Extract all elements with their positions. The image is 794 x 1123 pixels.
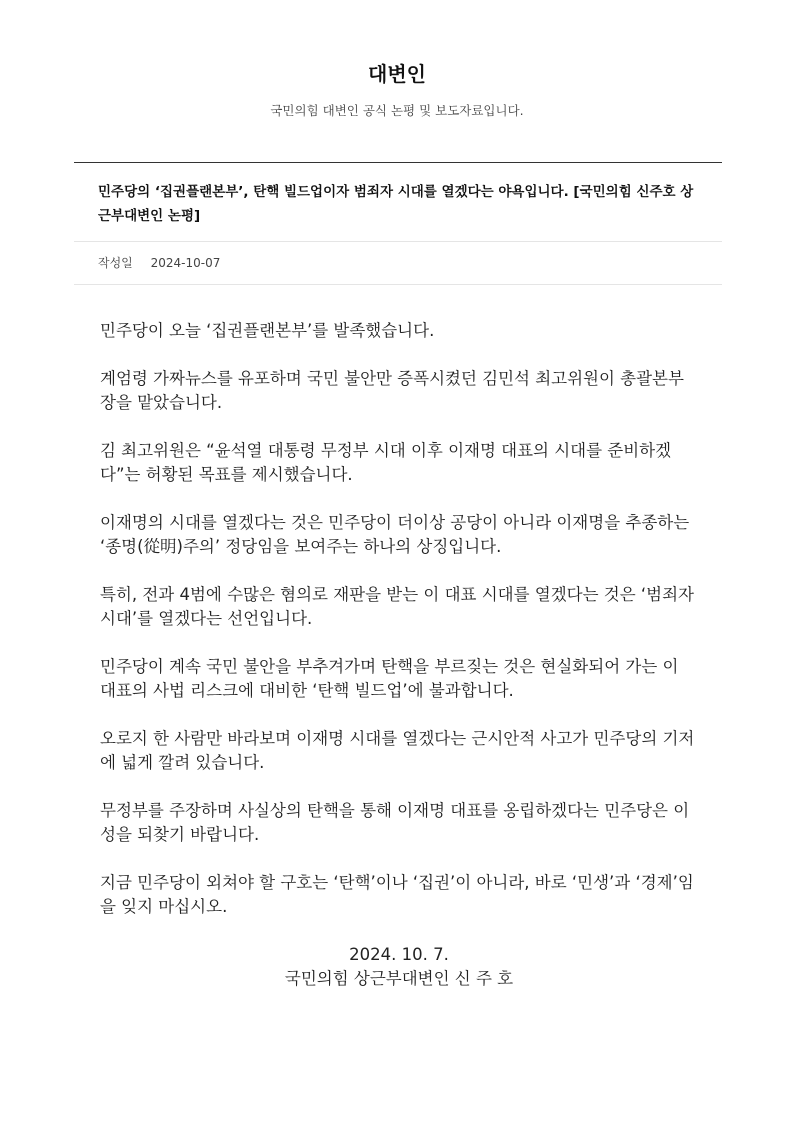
article-meta <box>74 242 722 285</box>
signature-block <box>100 943 698 991</box>
page-subtitle: 국민의힘 대변인 공식 논평 및 보도자료입니다. <box>270 103 524 118</box>
body-paragraph: 민주당이 계속 국민 불안을 부추겨가며 탄핵을 부르짖는 것은 현실화되어 가는 이 대표의 사법 리스크에 대비한 ‘탄핵 빌드업’에 불과합니다. <box>100 657 679 700</box>
body-paragraph: 민주당이 오늘 ‘집권플랜본부’를 발족했습니다. <box>100 321 435 340</box>
date-label: 작성일 <box>98 256 133 270</box>
signature-date: 2024. 10. 7. <box>349 945 449 964</box>
article-body <box>74 285 722 991</box>
body-paragraph: 이재명의 시대를 열겠다는 것은 민주당이 더이상 공당이 아니라 이재명을 추종하는 ‘종명(從明)주의’ 정당임을 보여주는 하나의 상징입니다. <box>100 513 690 556</box>
publish-date: 2024-10-07 <box>150 256 221 270</box>
body-paragraph: 무정부를 주장하며 사실상의 탄핵을 통해 이재명 대표를 옹립하겠다는 민주당은 이성을 되찾기 바랍니다. <box>100 801 690 844</box>
body-paragraph: 지금 민주당이 외쳐야 할 구호는 ‘탄핵’이나 ‘집권’이 아니라, 바로 ‘민생’과 ‘경제’임을 잊지 마십시오. <box>100 873 694 916</box>
body-paragraph: 특히, 전과 4범에 수많은 혐의로 재판을 받는 이 대표 시대를 열겠다는 것은 ‘범죄자 시대’를 열겠다는 선언입니다. <box>100 585 694 628</box>
body-paragraph: 계엄령 가짜뉴스를 유포하며 국민 불안만 증폭시켰던 김민석 최고위원이 총괄본부장을 맡았습니다. <box>100 369 684 412</box>
signature-author: 국민의힘 상근부대변인 신 주 호 <box>284 969 514 988</box>
page-title: 대변인 <box>368 62 426 86</box>
body-paragraph: 김 최고위원은 “윤석열 대통령 무정부 시대 이후 이재명 대표의 시대를 준비하겠다”는 허황된 목표를 제시했습니다. <box>100 441 672 484</box>
body-paragraph: 오로지 한 사람만 바라보며 이재명 시대를 열겠다는 근시안적 사고가 민주당의 기저에 넓게 깔려 있습니다. <box>100 729 695 772</box>
press-release <box>74 162 722 991</box>
page-header <box>0 58 794 120</box>
article-title: 민주당의 ‘집권플랜본부’, 탄핵 빌드업이자 범죄자 시대를 열겠다는 야욕입니다. [국민의힘 신주호 상근부대변인 논평] <box>74 163 722 242</box>
